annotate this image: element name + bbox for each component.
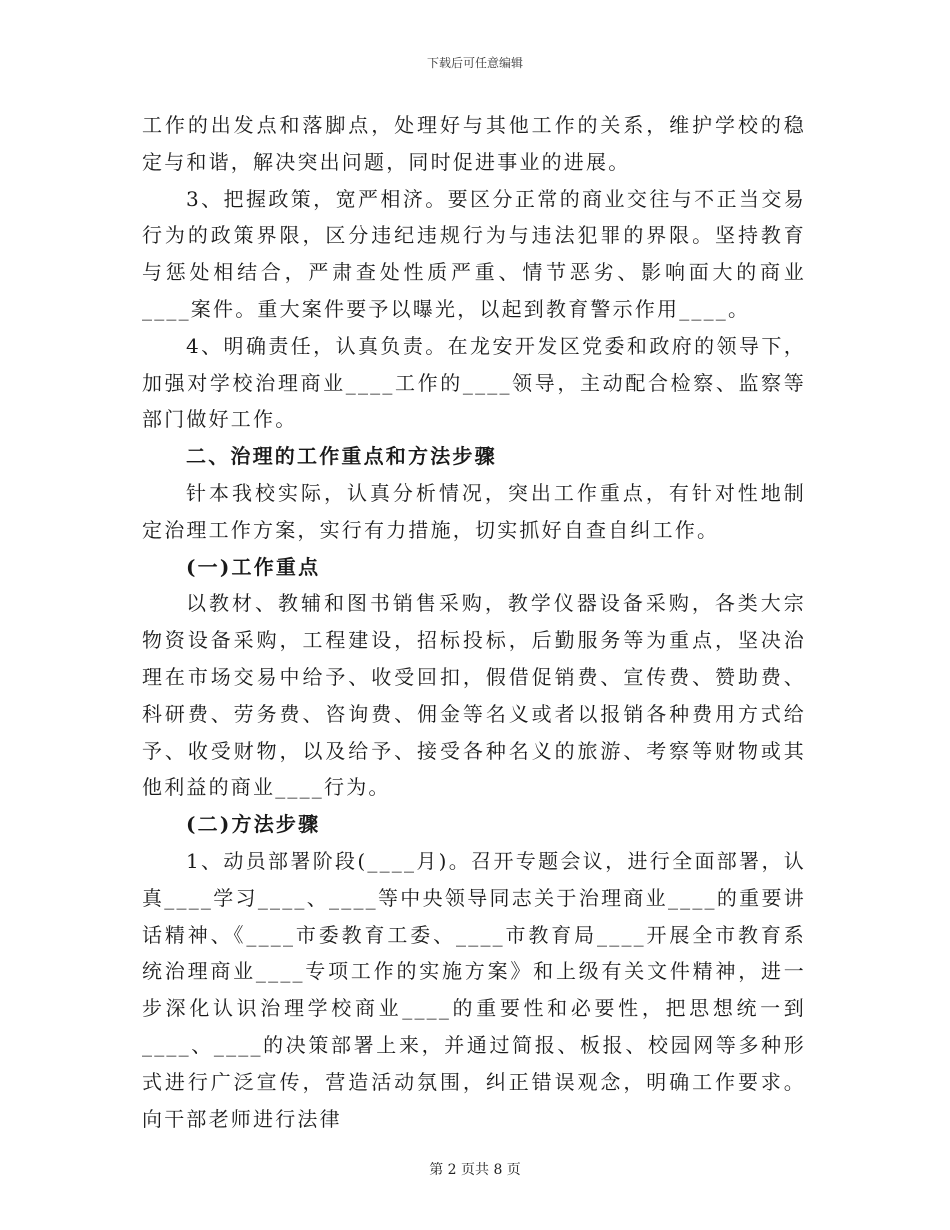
page-footer: 第 2 页共 8 页 — [429, 1162, 521, 1178]
paragraph-continuation: 工作的出发点和落脚点，处理好与其他工作的关系，维护学校的稳定与和谐，解决突出问题，同时促进事业的进展。 — [142, 113, 806, 174]
paragraph-point-3: 3、把握政策，宽严相济。要区分正常的商业交往与不正当交易行为的政策界限，区分违纪违规行为与违法犯罪的界限。坚持教育与惩处相结合，严肃查处性质严重、情节恶劣、影响面大的商业____案件。重大案件要予以曝光，以起到教育警示作用____。 — [142, 186, 806, 321]
paragraph-work-focus: 以教材、教辅和图书销售采购，教学仪器设备采购，各类大宗物资设备采购，工程建设，招标投标，后勤服务等为重点，坚决治理在市场交易中给予、收受回扣，假借促销费、宣传费、赞助费、科研费、劳务费、咨询费、佣金等名义或者以报销各种费用方式给予、收受财物，以及给予、接受各种名义的旅游、考察等财物或其他利益的商业____行为。 — [142, 591, 806, 800]
document-body — [142, 107, 806, 1137]
subsection-heading-2: (二)方法步骤 — [186, 812, 321, 837]
paragraph-point-4: 4、明确责任，认真负责。在龙安开发区党委和政府的领导下，加强对学校治理商业____工作的____领导，主动配合检察、监察等部门做好工作。 — [142, 333, 806, 432]
paragraph-section-intro: 针本我校实际，认真分析情况，突出工作重点，有针对性地制定治理工作方案，实行有力措施，切实抓好自查自纠工作。 — [142, 480, 806, 542]
section-heading-2: 二、治理的工作重点和方法步骤 — [186, 444, 497, 469]
paragraph-steps-1: 1、动员部署阶段(____月)。召开专题会议，进行全面部署，认真____学习____、____等中央领导同志关于治理商业____的重要讲话精神、《____市委教育工委、____市教育局____开展全市教育系统治理商业____专项工作的实施方案》和上级有关文件精神，进一步深化认识治理学校商业____的重要性和必要性，把思想统一到____、____的决策部署上来，并通过简报、板报、校园网等多种形式进行广泛宣传，营造活动氛围，纠正错误观念，明确工作要求。向干部老师进行法律 — [142, 848, 806, 1131]
page-header: 下载后可任意编辑 — [426, 56, 523, 70]
subsection-heading-1: (一)工作重点 — [186, 554, 321, 579]
